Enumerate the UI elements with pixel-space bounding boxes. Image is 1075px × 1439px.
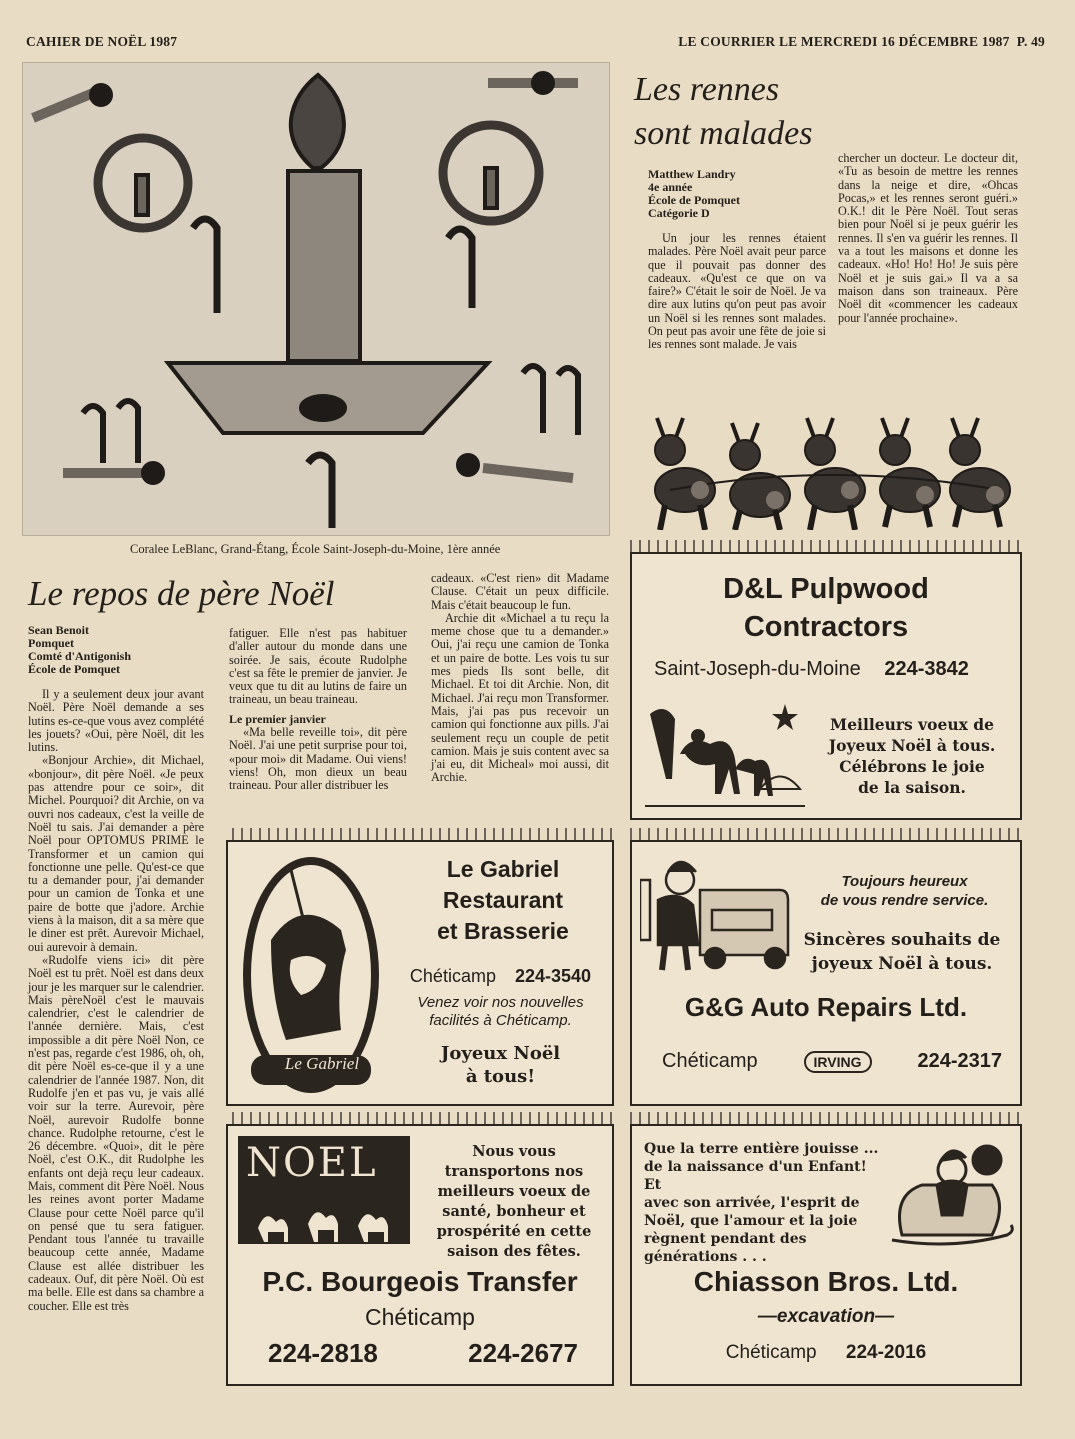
pcb-name: P.C. Bourgeois Transfer xyxy=(262,1266,578,1297)
chiasson-name: Chiasson Bros. Ltd. xyxy=(693,1266,959,1297)
repos-author: Sean Benoit xyxy=(28,623,90,637)
pcb-greeting-line4: santé, bonheur et xyxy=(442,1203,586,1220)
chiasson-location: Chéticamp xyxy=(725,1342,817,1363)
gabriel-greeting xyxy=(388,1042,613,1088)
gg-tagline-line2: de vous rendre service. xyxy=(820,892,989,909)
chiasson-greeting-line1: Que la terre entière jouisse ... xyxy=(644,1141,879,1157)
noel-title: NOEL xyxy=(246,1140,378,1186)
gabriel-tagline-line1: Venez voir nos nouvelles xyxy=(417,994,584,1011)
repos-paragraph-2: «Bonjour Archie», dit Michael, «bonjour», dit père Noël. «Je peux pas attendre pour ce soir», dit Michel. Pourquoi? dit Archie, on va ouvri nos cadeaux, c'est la veille de Noël tu sais. J'ai demander a père Noël pour OPTOMUS PRIME le Transformer et un camion qui fonctionne une pelle. Qu'est-ce que tu a demander pour, j'ai demander pour un camion de Tonka et une paire de botte que j'adore. Archie viens à la maison, dit a sa mère que le diner est prêt. Aurevoir Michael, oui aurevoir à demain. xyxy=(28,753,204,954)
dl-name-line1: D&L Pulpwood xyxy=(723,573,929,605)
pcb-greeting-line6: saison des fêtes. xyxy=(447,1243,581,1260)
pcb-greeting xyxy=(418,1142,610,1262)
dl-greeting xyxy=(812,714,1012,798)
rennes-byline xyxy=(648,168,826,220)
nativity-camel-icon xyxy=(640,694,810,812)
repos-byline xyxy=(28,624,204,676)
rennes-column-2 xyxy=(838,152,1018,325)
chiasson-greeting-line4: Noël, que l'amour et la joie xyxy=(644,1213,858,1229)
santa-car-icon xyxy=(640,850,790,978)
rennes-school: École de Pomquet xyxy=(648,193,740,207)
pcb-greeting-line3: meilleurs voeux de xyxy=(437,1183,591,1200)
repos-column-1 xyxy=(28,624,204,1313)
gg-greeting-line1: Sincères souhaits de xyxy=(803,930,1001,950)
ad-gg-auto xyxy=(630,840,1022,1106)
page-number: P. 49 xyxy=(1016,34,1045,49)
gabriel-name xyxy=(398,854,608,947)
gabriel-name-line1: Le Gabriel xyxy=(446,856,560,882)
ad-pc-bourgeois xyxy=(226,1124,614,1386)
irving-logo: IRVING xyxy=(804,1051,872,1073)
gabriel-name-line3: et Brasserie xyxy=(437,918,569,944)
dl-name-line2: Contractors xyxy=(743,611,909,643)
rennes-column-1 xyxy=(648,168,826,352)
rennes-text-2: chercher un docteur. Le docteur dit, «Tu as besoin de mettre les rennes dans la neige et dire, «Ohcas Pocas,» et les rennes seront guéri.» O.K.! dit le Père Noël. Tout seras bien pour Noël si je peux guérir les rennes. Il s'en va guérir les rennes. Il va a tout les maisons et donne les cadeaux. «Ho! Ho! Ho! Je suis père Noël et je suis gai.» Il va a sa maison dans son traineaux. Père Noël dit «commencer les cadeaux pour l'année prochaine». xyxy=(838,151,1018,325)
gabriel-tagline-line2: facilités à Chéticamp. xyxy=(429,1012,572,1029)
repos-column-2 xyxy=(229,627,407,793)
rennes-title-line1: Les rennes xyxy=(634,71,780,108)
pcb-location: Chéticamp xyxy=(365,1304,475,1330)
gg-phone: 224-2317 xyxy=(917,1050,1002,1072)
chiasson-greeting-line3: avec son arrivée, l'esprit de xyxy=(644,1195,860,1211)
repos-subheading: Le premier janvier xyxy=(229,711,326,726)
gabriel-location: Chéticamp xyxy=(409,966,496,986)
ad-chiasson xyxy=(630,1124,1022,1386)
reindeer-icon xyxy=(640,390,1020,530)
rennes-title-line2: sont malades xyxy=(634,115,813,152)
dl-phone: 224-3842 xyxy=(884,658,969,680)
repos-county: Comté d'Antigonish xyxy=(28,649,132,663)
chiasson-greeting-line2: de la naissance d'un Enfant! Et xyxy=(644,1159,867,1193)
dl-contact xyxy=(654,658,1004,681)
paper-header xyxy=(678,34,1045,50)
gg-greeting-line2: joyeux Noël à tous. xyxy=(811,954,993,974)
repos-town: Pomquet xyxy=(28,636,74,650)
chiasson-contact xyxy=(632,1342,1020,1364)
chiasson-greeting-line5: règnent pendant des xyxy=(644,1231,807,1247)
rennes-grade: 4e année xyxy=(648,180,693,194)
gabriel-greeting-line1: Joyeux Noël xyxy=(440,1043,561,1064)
gabriel-logo-text: Le Gabriel xyxy=(284,1054,360,1073)
pcb-phone-1: 224-2818 xyxy=(268,1338,378,1368)
pcb-greeting-line1: Nous vous xyxy=(472,1143,556,1160)
wise-men-icon xyxy=(238,1188,410,1244)
dl-greeting-line3: Célébrons le joie xyxy=(839,757,985,776)
repos-paragraph-1: Il y a seulement deux jour avant Noël. Père Noël demande a ses lutins es-ce-que vous avez complété les jouets? «Oui, père Noël, dit les lutins. xyxy=(28,687,204,755)
repos-paragraph-5: «Ma belle reveille toi», dit père Noël. J'ai une petit surprise pour toi, «pour moi» dit Madame. Oui viens! viens! Oh, mon dieux un beau traineau. Pour aller distribuer les xyxy=(229,725,407,793)
rennes-text-1: Un jour les rennes étaient malades. Père Noël avait peur parce que il pouvait pas donner des cadeaux. «Qu'est ce que on va faire?» C'était le soir de Noël. Je va dire aux lutins qu'on peut pas avoir un Noël si les rennes sont malades. On peut pas avoir une fête de joie si les rennes sont malade. Je vais xyxy=(648,231,826,352)
pcb-greeting-line2: transportons nos xyxy=(444,1163,584,1180)
gg-tagline-line1: Toujours heureux xyxy=(841,873,968,890)
holly-border xyxy=(232,1112,612,1124)
gg-contact xyxy=(662,1050,1002,1073)
child-drawing xyxy=(22,62,610,536)
dl-greeting-line4: de la saison. xyxy=(858,778,966,797)
repos-paragraph-3: «Rudolfe viens ici» dit père Noël est tu prêt. Noël est dans deux jour je les marquer sur le calendrier. Mais pèreNoël c'est le mauvais calendrier, c'est le calendrier de l'année dernière. Mais, c'est impossible a dit père Noël Non, ce n'est pas, regarde c'est 1986, oh, oh, dit père Noël es-ce-que il y a une calendrier de l'année 1987. Non, dit Rudolfe j'en et pas vu, je vais allé voir sur la terre. Aurevoir, père Noël, aurevoir Rudolfe bonne chance. Rudolphe retourne, c'est le 26 décembre. «Quoi», dit le père Noël, c'est O.K., dit Rudolphe les enfants ont dejà reçu leur cadeaux. Mais, comment dit Père Noël. Nous les reines avont porter Madame Clause pour cette Noël parce qu'il on pensé que tu sera fatiguer. Pendant tous l'année tu travaille beaucoup cette année, Madame Clause est allée distribuer les cadeaux. Ouf, dit père Noël. Où est ma belle. Elle est dans sa chambre a coucher. Elle est très xyxy=(28,952,204,1313)
santa-sleigh-icon xyxy=(882,1140,1018,1256)
chiasson-greeting-line6: générations . . . xyxy=(644,1249,767,1265)
holly-border xyxy=(630,1112,1022,1124)
reindeer-illustration xyxy=(640,390,1020,530)
gabriel-tagline xyxy=(388,994,613,1030)
rennes-category: Catégorie D xyxy=(648,206,710,220)
dl-greeting-line1: Meilleurs voeux de xyxy=(830,715,994,734)
gabriel-contact xyxy=(388,966,613,987)
chiasson-phone: 224-2016 xyxy=(845,1342,927,1363)
drawing-caption: Coralee LeBlanc, Grand-Étang, École Saint-Joseph-du-Moine, 1ère année xyxy=(130,542,501,556)
holly-border xyxy=(232,828,612,840)
candle-drawing-illustration xyxy=(23,63,611,537)
gg-greeting xyxy=(782,928,1022,976)
ad-le-gabriel xyxy=(226,840,614,1106)
gabriel-name-line2: Restaurant xyxy=(442,887,564,913)
noel-scene xyxy=(238,1136,410,1244)
paper-name-date: LE COURRIER LE MERCREDI 16 DÉCEMBRE 1987 xyxy=(678,34,1010,49)
pcb-phone-2: 224-2677 xyxy=(468,1338,578,1368)
holly-border xyxy=(630,828,1022,840)
repos-title: Le repos de père Noël xyxy=(28,574,335,613)
dl-location: Saint-Joseph-du-Moine xyxy=(654,658,861,680)
gabriel-greeting-line2: à tous! xyxy=(465,1066,536,1087)
dl-name xyxy=(632,570,1020,646)
gg-tagline xyxy=(792,872,1017,910)
rennes-title xyxy=(634,68,1054,156)
gg-name: G&G Auto Repairs Ltd. xyxy=(684,992,968,1022)
gabriel-phone: 224-3540 xyxy=(514,966,592,986)
pcb-phones xyxy=(268,1338,578,1369)
repos-paragraph-7: Archie dit «Michael a tu reçu la meme chose que tu a demander.» Oui, j'ai reçu une camion de Tonka et un paire de botte. Les vois tu sur mes pieds Ils sont belle, dit Michael. Et toi dit Archie. Non, dit Michael. J'ai reçu mon Transformer. Mais, j'ai pas pus recevoir un camion qui fonctionne aux pills. J'ai seulement reçu un couple de petit camion. Mais je suis content avec sa j'ai eu, dit Micheal» moi aussi, dit Archie. xyxy=(431,610,609,785)
pcb-greeting-line5: prospérité en cette xyxy=(436,1223,592,1240)
chiasson-greeting xyxy=(644,1140,884,1266)
repos-paragraph-6: cadeaux. «C'est rien» dit Madame Clause. C'était un peux difficile. Mais c'était beaucoup le fun. xyxy=(431,571,609,612)
rennes-author: Matthew Landry xyxy=(648,167,736,181)
dl-greeting-line2: Joyeux Noël à tous. xyxy=(828,736,996,755)
gg-location: Chéticamp xyxy=(662,1050,758,1072)
repos-paragraph-4: fatiguer. Elle n'est pas habituer d'aller autour du monde dans une soirée. Je sais, écoute Rudolphe c'est sa fête le premier de janvier. Je veux que tu dit au lutins de faire un traineau, un beau traineau. xyxy=(229,626,407,707)
chiasson-service: —excavation— xyxy=(757,1306,895,1327)
repos-school: École de Pomquet xyxy=(28,662,120,676)
repos-column-3 xyxy=(431,572,609,785)
holly-border xyxy=(630,540,1022,552)
section-header: CAHIER DE NOËL 1987 xyxy=(26,34,178,49)
ad-dl-pulpwood xyxy=(630,552,1022,820)
